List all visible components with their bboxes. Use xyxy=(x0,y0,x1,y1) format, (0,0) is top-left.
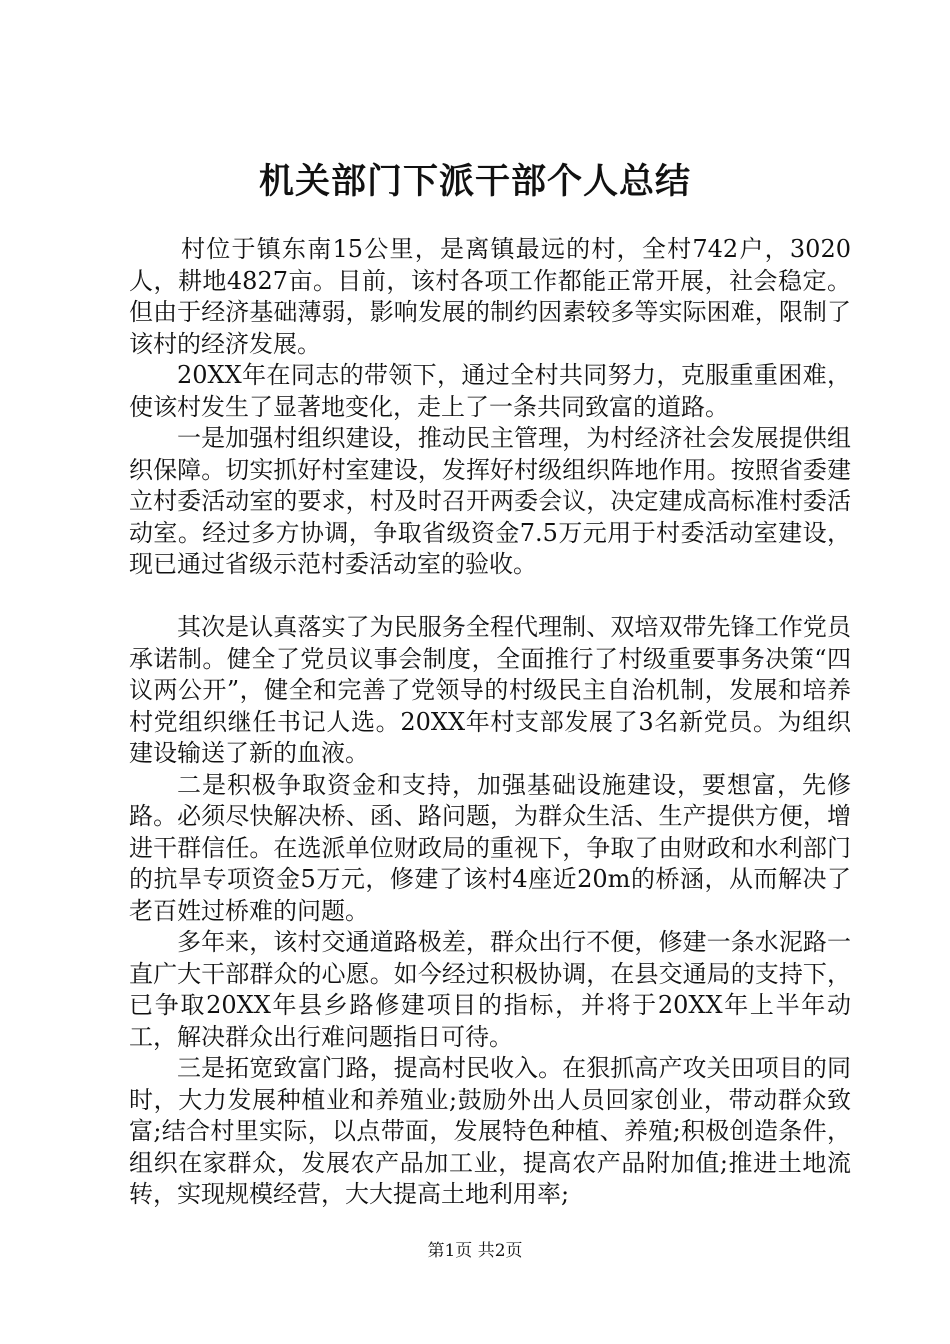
paragraph-income-growth: 三是拓宽致富门路，提高村民收入。在狠抓高产攻关田项目的同时，大力发展种植业和养殖业;鼓励外出人员回家创业，带动群众致富;结合村里实际，以点带面，发展特色种植、养殖;积极创造条件，组织在家群众，发展农产品加工业，提高农产品附加值;推进土地流转，实现规模经营，大大提高土地利用率; xyxy=(129,1054,851,1208)
page-footer: 第1页 共2页 xyxy=(427,1241,523,1261)
paragraph-road-construction: 多年来，该村交通道路极差，群众出行不便，修建一条水泥路一直广大干部群众的心愿。如今经过积极协调，在县交通局的支持下，已争取20XX年县乡路修建项目的指标，并将于20XX年上半年动工，解决群众出行难问题指日可待。 xyxy=(129,928,851,1051)
paragraph-infrastructure: 二是积极争取资金和支持，加强基础设施建设，要想富，先修路。必须尽快解决桥、函、路问题，为群众生活、生产提供方便，增进干群信任。在选派单位财政局的重视下，争取了由财政和水利部门的抗旱专项资金5万元，修建了该村4座近20m的桥涵，从而解决了老百姓过桥难的问题。 xyxy=(129,770,851,925)
paragraph-annual-summary: 20XX年在同志的带领下，通过全村共同努力，克服重重困难，使该村发生了显著地变化，走上了一条共同致富的道路。 xyxy=(129,361,851,421)
paragraph-organization-building: 一是加强村组织建设，推动民主管理，为村经济社会发展提供组织保障。切实抓好村室建设，发挥好村级组织阵地作用。按照省委建立村委活动室的要求，村及时召开两委会议，决定建成高标准村委活动室。经过多方协调，争取省级资金7.5万元用于村委活动室建设，现已通过省级示范村委活动室的验收。 xyxy=(129,424,851,578)
paragraph-party-system: 其次是认真落实了为民服务全程代理制、双培双带先锋工作党员承诺制。健全了党员议事会制度，全面推行了村级重要事务决策“四议两公开”，健全和完善了党领导的村级民主自治机制，发展和培养村党组织继任书记人选。20XX年村支部发展了3名新党员。为组织建设输送了新的血液。 xyxy=(129,613,851,767)
document-body xyxy=(129,234,851,1211)
paragraph-village-overview: 村位于镇东南15公里，是离镇最远的村，全村742户，3020人，耕地4827亩。目前，该村各项工作都能正常开展，社会稳定。但由于经济基础薄弱，影响发展的制约因素较多等实际困难，限制了该村的经济发展。 xyxy=(129,235,851,358)
document-title: 机关部门下派干部个人总结 xyxy=(258,161,691,202)
